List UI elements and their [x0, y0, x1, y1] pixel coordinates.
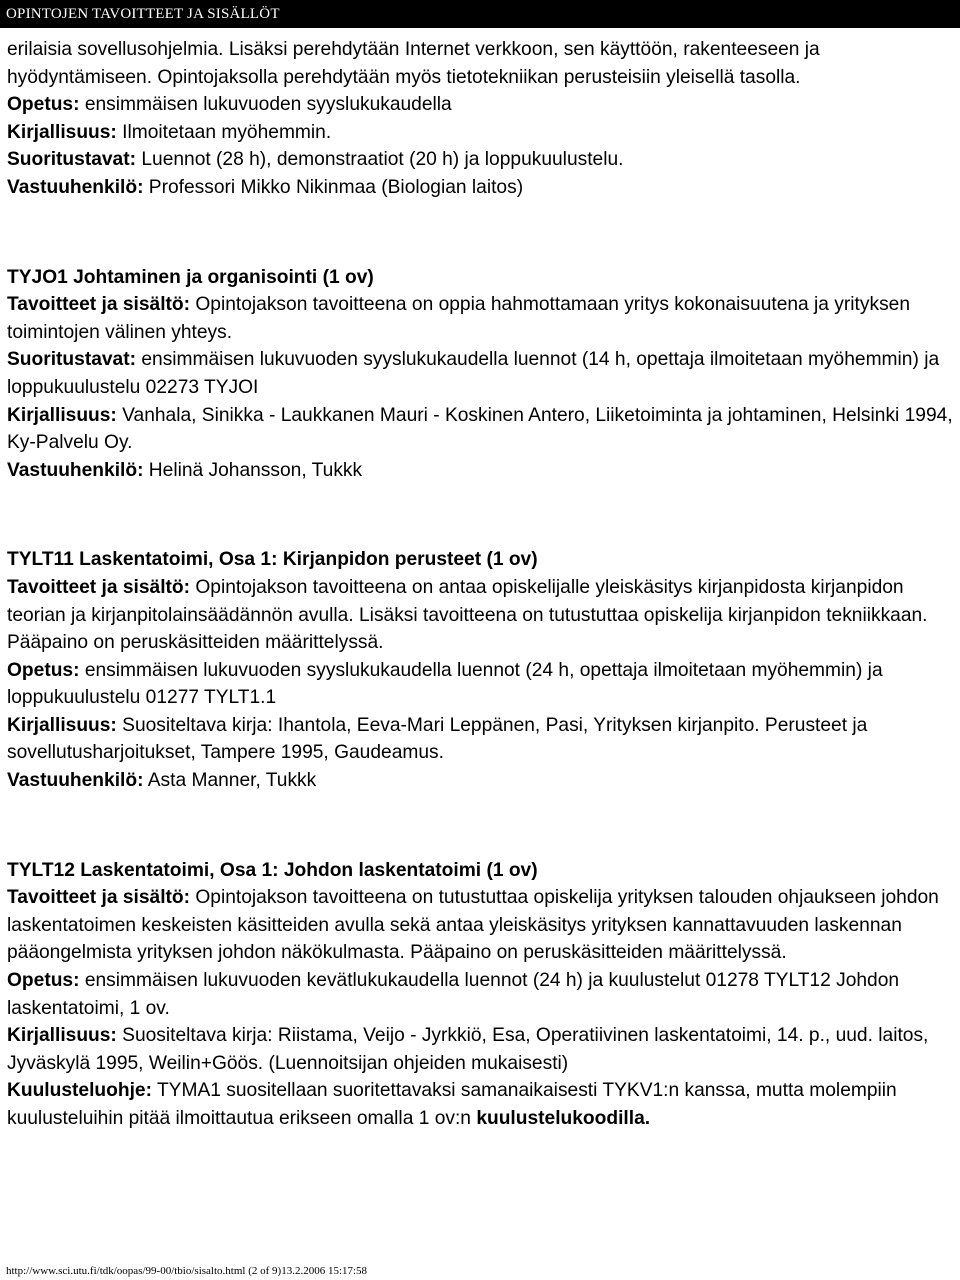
field-value: ensimmäisen lukuvuoden syyslukukaudella luennot (24 h, opettaja ilmoitetaan myöhemmin) ja loppukuulustelu 01277 TYLT1.1	[7, 659, 883, 709]
field-value: TYMA1 suositellaan suoritettavaksi samanaikaisesti TYKV1:n kanssa, mutta molempiin kuulusteluihin pitää ilmoittautua erikseen omalla 1 ov:n	[7, 1080, 897, 1129]
field-label: Tavoitteet ja sisältö:	[7, 294, 191, 316]
intro-section	[7, 36, 957, 202]
field-value: Ilmoitetaan myöhemmin.	[116, 121, 332, 143]
course-tylt11	[7, 546, 957, 794]
field-value: Asta Manner, Tukkk	[143, 770, 317, 792]
course-field	[7, 712, 957, 767]
course-field	[7, 767, 957, 795]
field-label: Vastuuhenkilö:	[7, 176, 144, 198]
course-title: TYLT11 Laskentatoimi, Osa 1: Kirjanpidon perusteet (1 ov)	[7, 549, 538, 571]
page-header: OPINTOJEN TAVOITTEET JA SISÄLLÖT	[0, 0, 960, 28]
field-label: Tavoitteet ja sisältö:	[7, 576, 191, 598]
field-label: Kirjallisuus:	[7, 1025, 117, 1047]
field-value: Vanhala, Sinikka - Laukkanen Mauri - Koskinen Antero, Liiketoiminta ja johtaminen, Helsinki 1994, Ky-Palvelu Oy.	[7, 404, 953, 454]
field-label: Tavoitteet ja sisältö:	[7, 887, 191, 909]
field-value: ensimmäisen lukuvuoden kevätlukukaudella luennot (24 h) ja kuulustelut 01278 TYLT12 Johdon laskentatoimi, 1 ov.	[7, 970, 900, 1019]
course-field	[7, 884, 957, 967]
field-label: Opetus:	[7, 659, 80, 681]
course-field	[7, 574, 957, 657]
course-field	[7, 457, 957, 485]
field-value: Opintojakson tavoitteena on tutustuttaa opiskelija yrityksen talouden ohjaukseen johdon laskentatoimen keskeisten käsitteiden avulla sekä antaa yleiskäsitys yrityksen kannattavuuden laskennan pääongelmista yrityksen johdon näkökulmasta. Pääpaino on peruskäsitteiden määrittelyssä.	[7, 887, 939, 964]
field-label: Kirjallisuus:	[7, 121, 117, 143]
document-body	[0, 28, 957, 1133]
course-title: TYLT12 Laskentatoimi, Osa 1: Johdon laskentatoimi (1 ov)	[7, 859, 538, 881]
course-title: TYJO1 Johtaminen ja organisointi (1 ov)	[7, 266, 374, 288]
course-field	[7, 657, 957, 712]
field-label: Suoritustavat:	[7, 349, 137, 371]
field-label: Kirjallisuus:	[7, 404, 117, 426]
intro-kirjallisuus	[7, 119, 957, 147]
field-bold-tail: kuulustelukoodilla.	[476, 1108, 651, 1129]
intro-suoritustavat	[7, 146, 957, 174]
field-value: ensimmäisen lukuvuoden syyslukukaudella	[79, 94, 452, 116]
intro-vastuuhenkilo	[7, 174, 957, 202]
field-value: ensimmäisen lukuvuoden syyslukukaudella luennot (14 h, opettaja ilmoitetaan myöhemmin) ja loppukuulustelu 02273 TYJOI	[7, 349, 940, 398]
field-label: Opetus:	[7, 970, 80, 992]
course-field	[7, 402, 957, 457]
course-field	[7, 1077, 957, 1132]
page-footer-url: http://www.sci.utu.fi/tdk/oopas/99-00/tbio/sisalto.html (2 of 9)13.2.2006 15:17:58	[6, 1265, 368, 1277]
course-field	[7, 1022, 957, 1077]
course-tyjo1	[7, 264, 957, 485]
field-value: Opintojakson tavoitteena on antaa opiskelijalle yleiskäsitys kirjanpidosta kirjanpidon teorian ja kirjanpitolainsäädännön avulla. Lisäksi tavoitteena on tutustuttaa opiskelija kirjanpidon tekniikkaan. Pääpaino on peruskäsitteiden määrittelyssä.	[7, 576, 928, 654]
course-tylt12	[7, 857, 957, 1133]
field-value: Helinä Johansson, Tukkk	[143, 459, 363, 481]
field-label: Kirjallisuus:	[7, 714, 117, 736]
course-field	[7, 291, 957, 346]
field-value: Professori Mikko Nikinmaa (Biologian laitos)	[143, 176, 524, 198]
field-value: Suositeltava kirja: Ihantola, Eeva-Mari Leppänen, Pasi, Yrityksen kirjanpito. Perusteet ja sovellutusharjoitukset, Tampere 1995, Gaudeamus.	[7, 714, 868, 764]
field-label: Kuulusteluohje:	[7, 1080, 152, 1102]
field-label: Suoritustavat:	[7, 149, 137, 171]
course-field	[7, 967, 957, 1022]
intro-opetus	[7, 91, 957, 119]
field-label: Opetus:	[7, 94, 80, 116]
field-value: Suositeltava kirja: Riistama, Veijo - Jyrkkiö, Esa, Operatiivinen laskentatoimi, 14. p., uud. laitos, Jyväskylä 1995, Weilin+Göös. (Luennoitsijan ohjeiden mukaisesti)	[7, 1025, 929, 1074]
field-label: Vastuuhenkilö:	[7, 459, 144, 481]
field-value: Luennot (28 h), demonstraatiot (20 h) ja loppukuulustelu.	[136, 149, 624, 171]
course-field	[7, 346, 957, 401]
field-label: Vastuuhenkilö:	[7, 770, 144, 792]
field-value: Opintojakson tavoitteena on oppia hahmottamaan yritys kokonaisuutena ja yrityksen toimintojen välinen yhteys.	[7, 294, 910, 343]
intro-paragraph: erilaisia sovellusohjelmia. Lisäksi perehdytään Internet verkkoon, sen käyttöön, rakenteeseen ja hyödyntämiseen. Opintojaksolla perehdytään myös tietotekniikan perusteisiin yleisellä tasolla.	[7, 39, 820, 88]
